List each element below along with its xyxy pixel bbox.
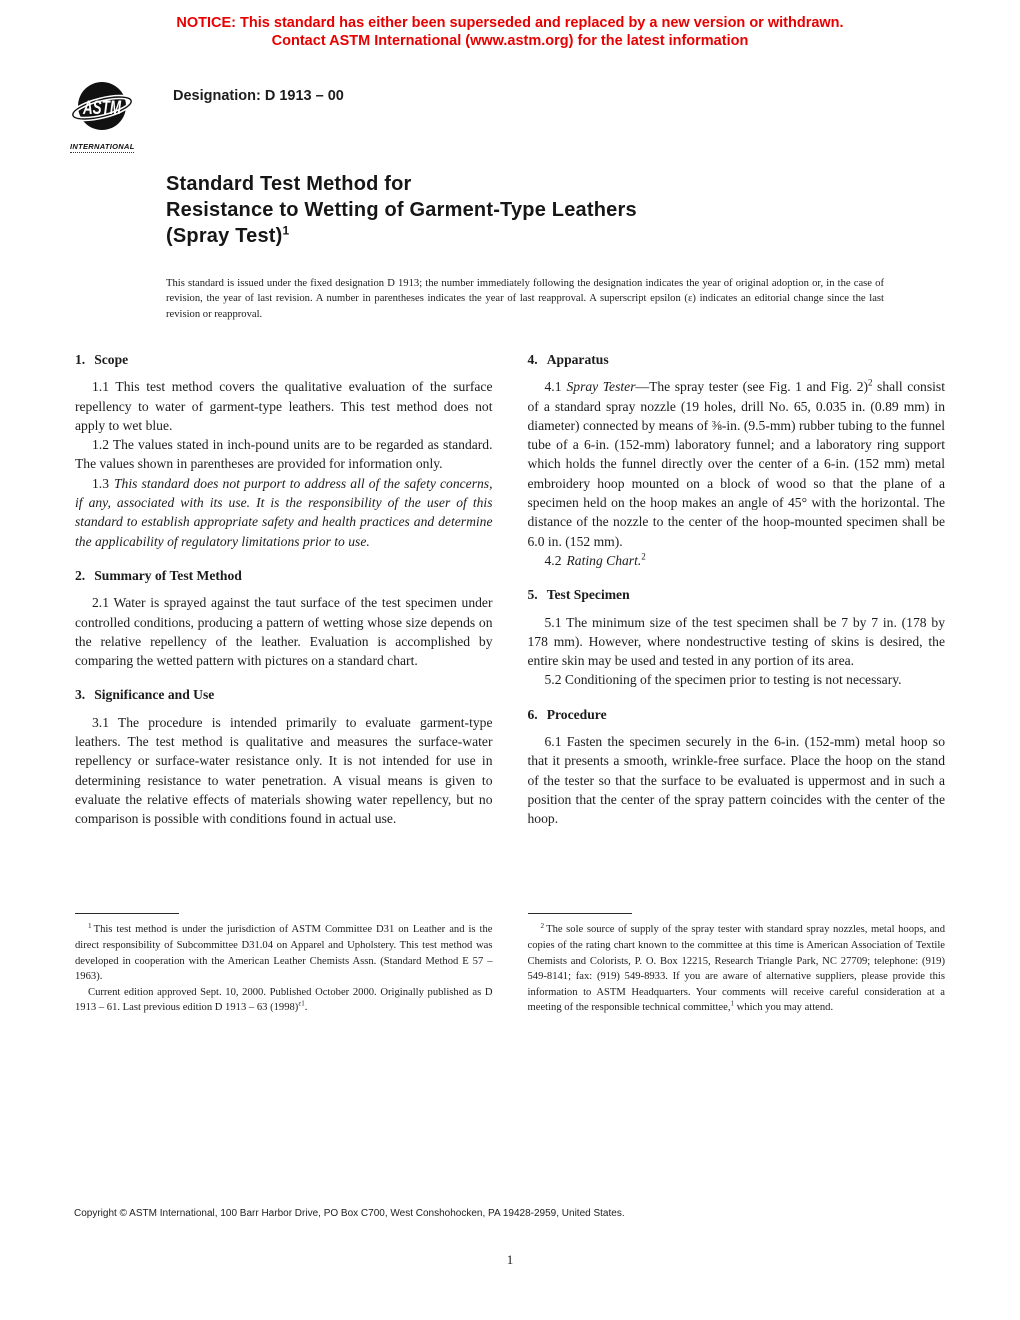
footnote-block-2: [528, 913, 946, 1016]
footnote-2-marker: 2: [540, 921, 545, 930]
footnote-divider: [75, 913, 179, 914]
paragraph: 6.1 Fasten the specimen securely in the 6-in. (152-mm) metal hoop so that it presents a smooth, wrinkle-free surface. Place the hoop on the stand of the tester so that the surface to be evaluated is uppermost and in such a position that the center of the spray pattern coincides with the center of the hoop.: [527, 734, 945, 827]
page-number: 1: [506, 1252, 514, 1267]
section-test-specimen: [528, 570, 946, 689]
epsilon-superscript: ε1: [298, 999, 305, 1008]
notice-banner: [0, 15, 1020, 50]
section-significance: [75, 670, 493, 828]
title-footnote-ref: 1: [282, 223, 290, 238]
paragraph: 5.1 The minimum size of the test specimen shall be 7 by 7 in. (178 by 178 mm). However, where nondestructive testing of skins is desired, the entire skin may be used and tested in any portion of its area.: [527, 614, 945, 669]
astm-logo-icon: [71, 80, 133, 136]
paragraph: 5.2 Conditioning of the specimen prior to testing is not necessary.: [544, 672, 902, 688]
section-heading: 6. Procedure: [527, 706, 607, 722]
footnote-ref-2: 2: [868, 377, 873, 388]
section-heading: 4. Apparatus: [527, 352, 609, 367]
paragraph: 2.1 Water is sprayed against the taut surface of the test specimen under controlled conditions, producing a pattern of wetting whose size depends on the relative repellency of the leather. Evaluation is accomplished by comparing the wetted pattern with pictures on a standard chart.: [75, 595, 493, 669]
astm-logo: [70, 80, 134, 153]
paragraph: 4.2 Rating Chart.$^2$: [544, 551, 646, 568]
notice-line-2: Contact ASTM International (www.astm.org) for the latest information: [271, 32, 749, 49]
column-left: [75, 346, 493, 1016]
footnote-1: $^1$ This test method is under the jurisdiction of ASTM Committee D31 on Leather and is the direct responsibility of Subcommittee D31.04 on Apparel and Upholstery. This test method was developed in cooperation with the American Leather Chemists Assn. (Standard Method E 57 – 1963).: [75, 921, 493, 983]
designation-text: Designation: D 1913 – 00: [173, 88, 344, 104]
section-heading: 5. Test Specimen: [527, 587, 630, 603]
paragraph: 1.3 This standard does not purport to address all of the safety concerns, if any, associated with its use. It is the responsibility of the user of this standard to establish appropriate safety and health practices and determine the applicability of regulatory limitations prior to use.: [75, 475, 493, 549]
footnote-ref-1: 1: [730, 999, 734, 1008]
section-heading: 1. Scope: [75, 352, 129, 367]
astm-logo-text: ASTM: [82, 98, 122, 119]
notice-line-1: NOTICE: This standard has either been superseded and replaced by a new version or withdrawn.: [176, 15, 844, 31]
paragraph: 3.1 The procedure is intended primarily to evaluate garment-type leathers. The test method is qualitative and measures the surface-water repellency or surface-water resistance only. It is not intended for use in determining resistance to water penetration. A visual means is given to evaluate the relative effects of materials showing water repellency, but no comparison is possible with conditions found in actual use.: [75, 714, 493, 827]
section-summary: [75, 551, 493, 670]
footnote-block-1: [75, 913, 493, 1016]
paragraph: 4.1 Spray Tester—The spray tester (see Fig. 1 and Fig. 2)$^2$ shall consist of a standard spray nozzle (19 holes, drill No. 65, 0.035 in. (0.89 mm) in diameter) connected by means of ⅜-in. (9.5-mm) rubber tubing to the funnel tube of a 6-in. (152-mm) laboratory funnel; and a laboratory ring support which holds the funnel directly over the center of a 6-in. (152 mm) metal embroidery hoop mounted on a block of wood so that the plane of a specimen held on the hoop makes an angle of 45° with the horizontal. The distance of the nozzle to the center of the hoop-mounted specimen shall be 6.0 in. (152 mm).: [527, 377, 945, 549]
body-columns: [75, 346, 945, 1016]
document-title: [166, 171, 806, 249]
title-line-3: (Spray Test)$^1$: [166, 223, 290, 247]
paragraph: 1.1 This test method covers the qualitative evaluation of the surface repellency to water of garment-type leathers. This test method does not apply to wet blue.: [75, 379, 493, 433]
section-scope: [75, 346, 493, 551]
preamble-text: This standard is issued under the fixed designation D 1913; the number immediately following the designation indicates the year of original adoption or, in the case of revision, the year of last revision. A number in parentheses indicates the year of last reapproval. A superscript epsilon (ε) indicates an editorial change since the last revision or reapproval.: [166, 277, 884, 320]
section-heading: 2. Summary of Test Method: [75, 567, 242, 583]
section-heading: 3. Significance and Use: [75, 687, 215, 703]
footnote-1-continued: Current edition approved Sept. 10, 2000. Published October 2000. Originally published as D 1913 – 61. Last previous edition D 1913 – 63 $(1998)^{\varepsilon 1}$.: [75, 986, 493, 1014]
paragraph: 1.2 The values stated in inch-pound units are to be regarded as standard. The values shown in parentheses are provided for information only.: [75, 437, 493, 472]
section-procedure: [528, 690, 946, 829]
footnote-2: $^2$ The sole source of supply of the spray tester with standard spray nozzles, metal hoops, and copies of the rating chart known to the committee at this time is American Association of Textile Chemists and Colorists, P. O. Box 12215, Research Triangle Park, NC 27709; telephone: (919) 549-8141; fax: (919) 549-8933. If you are aware of alternative suppliers, please provide this information to ASTM Headquarters. Your comments will receive careful consideration at a meeting of the responsible technical committee,$^1$ which you may attend.: [527, 921, 945, 1014]
section-apparatus: [528, 346, 946, 570]
footnote-1-marker: 1: [88, 921, 92, 930]
copyright-text: Copyright © ASTM International, 100 Barr Harbor Drive, PO Box C700, West Conshohocken, PA 19428-2959, United States.: [74, 1208, 625, 1219]
astm-logo-caption: INTERNATIONAL: [70, 142, 135, 151]
title-line-2: Resistance to Wetting of Garment-Type Leathers: [166, 199, 637, 221]
title-line-1: Standard Test Method for: [166, 173, 412, 195]
footnote-ref-2: 2: [641, 551, 646, 562]
column-right: [528, 346, 946, 1016]
footnote-divider: [528, 913, 632, 914]
